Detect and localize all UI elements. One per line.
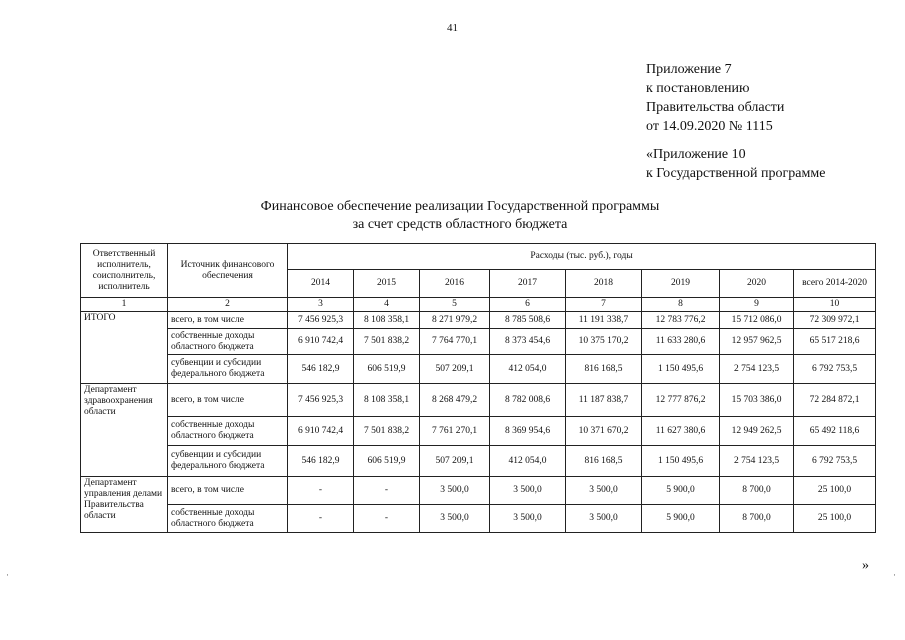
- year-value: 8 108 358,1: [354, 384, 420, 417]
- year-value: 5 900,0: [642, 505, 720, 533]
- document-title: [150, 198, 770, 234]
- year-value: 8 700,0: [720, 477, 794, 505]
- year-value: 3 500,0: [490, 505, 566, 533]
- header-year: 2017: [490, 270, 566, 298]
- year-value: 3 500,0: [566, 505, 642, 533]
- total-value: 65 517 218,6: [794, 329, 876, 355]
- table-row: [81, 384, 876, 417]
- year-value: 7 761 270,1: [420, 417, 490, 446]
- header-year: 2016: [420, 270, 490, 298]
- year-value: 7 456 925,3: [288, 312, 354, 329]
- year-value: 15 712 086,0: [720, 312, 794, 329]
- scan-edge-mark: ·: [6, 570, 9, 580]
- column-number: 6: [490, 298, 566, 312]
- year-value: 507 209,1: [420, 446, 490, 477]
- year-value: 1 150 495,6: [642, 446, 720, 477]
- column-number: 2: [168, 298, 288, 312]
- year-value: 7 501 838,2: [354, 417, 420, 446]
- financing-source: собственные доходы областного бюджета: [168, 417, 288, 446]
- table-row: [81, 505, 876, 533]
- column-number: 8: [642, 298, 720, 312]
- page-number: 41: [447, 22, 458, 34]
- total-value: 65 492 118,6: [794, 417, 876, 446]
- year-value: 606 519,9: [354, 446, 420, 477]
- header-expenses: Расходы (тыс. руб.), годы: [288, 244, 876, 270]
- financing-source: собственные доходы областного бюджета: [168, 505, 288, 533]
- year-value: 1 150 495,6: [642, 355, 720, 384]
- year-value: 8 782 008,6: [490, 384, 566, 417]
- year-value: 546 182,9: [288, 446, 354, 477]
- year-value: 507 209,1: [420, 355, 490, 384]
- year-value: 7 456 925,3: [288, 384, 354, 417]
- year-value: 10 371 670,2: [566, 417, 642, 446]
- year-value: 7 764 770,1: [420, 329, 490, 355]
- table-row: [81, 329, 876, 355]
- appendix-line: от 14.09.2020 № 1115: [646, 119, 773, 134]
- column-number: 5: [420, 298, 490, 312]
- appendix-reference-line: «Приложение 10: [646, 147, 746, 162]
- year-value: 11 187 838,7: [566, 384, 642, 417]
- year-value: 12 949 262,5: [720, 417, 794, 446]
- year-value: 2 754 123,5: [720, 446, 794, 477]
- total-value: 25 100,0: [794, 505, 876, 533]
- year-value: 816 168,5: [566, 446, 642, 477]
- year-value: -: [288, 477, 354, 505]
- table-row: [81, 417, 876, 446]
- appendix-line: к постановлению: [646, 81, 750, 96]
- column-number: 1: [81, 298, 168, 312]
- table-row: [81, 477, 876, 505]
- title-line: Финансовое обеспечение реализации Государственной программы: [260, 199, 660, 214]
- column-number: 7: [566, 298, 642, 312]
- table-body: [81, 312, 876, 533]
- appendix-line: Правительства области: [646, 100, 785, 115]
- financing-source: всего, в том числе: [168, 384, 288, 417]
- appendix-reference: [646, 145, 825, 183]
- year-value: 3 500,0: [566, 477, 642, 505]
- table-row: [81, 446, 876, 477]
- year-value: 12 783 776,2: [642, 312, 720, 329]
- column-number: 10: [794, 298, 876, 312]
- year-value: 2 754 123,5: [720, 355, 794, 384]
- column-number: 9: [720, 298, 794, 312]
- year-value: 11 191 338,7: [566, 312, 642, 329]
- total-value: 6 792 753,5: [794, 446, 876, 477]
- responsible-executor: Департамент здравоохранения области: [81, 384, 168, 477]
- year-value: 816 168,5: [566, 355, 642, 384]
- year-value: 11 627 380,6: [642, 417, 720, 446]
- header-responsible: Ответственный исполнитель, соисполнитель, исполнитель: [81, 244, 168, 298]
- year-value: 12 777 876,2: [642, 384, 720, 417]
- header-year: 2019: [642, 270, 720, 298]
- year-value: 6 910 742,4: [288, 417, 354, 446]
- total-value: 72 309 972,1: [794, 312, 876, 329]
- year-value: 606 519,9: [354, 355, 420, 384]
- financing-source: собственные доходы областного бюджета: [168, 329, 288, 355]
- financing-source: субвенции и субсидии федерального бюджета: [168, 446, 288, 477]
- year-value: 11 633 280,6: [642, 329, 720, 355]
- year-value: 8 271 979,2: [420, 312, 490, 329]
- year-value: 412 054,0: [490, 355, 566, 384]
- financing-table: [80, 243, 876, 533]
- table-row: [81, 312, 876, 329]
- year-value: -: [288, 505, 354, 533]
- year-value: -: [354, 505, 420, 533]
- table-row: [81, 355, 876, 384]
- year-value: 7 501 838,2: [354, 329, 420, 355]
- year-value: 15 703 386,0: [720, 384, 794, 417]
- total-value: 25 100,0: [794, 477, 876, 505]
- year-value: -: [354, 477, 420, 505]
- year-value: 6 910 742,4: [288, 329, 354, 355]
- header-year: 2014: [288, 270, 354, 298]
- year-value: 5 900,0: [642, 477, 720, 505]
- year-value: 8 373 454,6: [490, 329, 566, 355]
- header-total: всего 2014-2020: [794, 270, 876, 298]
- year-value: 8 369 954,6: [490, 417, 566, 446]
- header-year: 2015: [354, 270, 420, 298]
- title-line: за счет средств областного бюджета: [352, 217, 568, 232]
- year-value: 8 268 479,2: [420, 384, 490, 417]
- appendix-line: Приложение 7: [646, 62, 732, 77]
- year-value: 412 054,0: [490, 446, 566, 477]
- financing-source: всего, в том числе: [168, 477, 288, 505]
- year-value: 12 957 962,5: [720, 329, 794, 355]
- year-value: 3 500,0: [420, 477, 490, 505]
- year-value: 3 500,0: [490, 477, 566, 505]
- year-value: 8 700,0: [720, 505, 794, 533]
- financing-source: всего, в том числе: [168, 312, 288, 329]
- financing-source: субвенции и субсидии федерального бюджета: [168, 355, 288, 384]
- responsible-executor: ИТОГО: [81, 312, 168, 384]
- scan-edge-mark: ·: [893, 570, 896, 580]
- year-value: 3 500,0: [420, 505, 490, 533]
- header-year: 2020: [720, 270, 794, 298]
- total-value: 72 284 872,1: [794, 384, 876, 417]
- appendix-reference-line: к Государственной программе: [646, 166, 826, 181]
- total-value: 6 792 753,5: [794, 355, 876, 384]
- year-value: 546 182,9: [288, 355, 354, 384]
- header-year: 2018: [566, 270, 642, 298]
- year-value: 8 785 508,6: [490, 312, 566, 329]
- closing-quote: »: [862, 558, 869, 573]
- column-number: 4: [354, 298, 420, 312]
- column-number: 3: [288, 298, 354, 312]
- responsible-executor: Департамент управления делами Правительства области: [81, 477, 168, 533]
- appendix-header: [646, 60, 784, 136]
- year-value: 10 375 170,2: [566, 329, 642, 355]
- year-value: 8 108 358,1: [354, 312, 420, 329]
- header-source: Источник финансового обеспечения: [168, 244, 288, 298]
